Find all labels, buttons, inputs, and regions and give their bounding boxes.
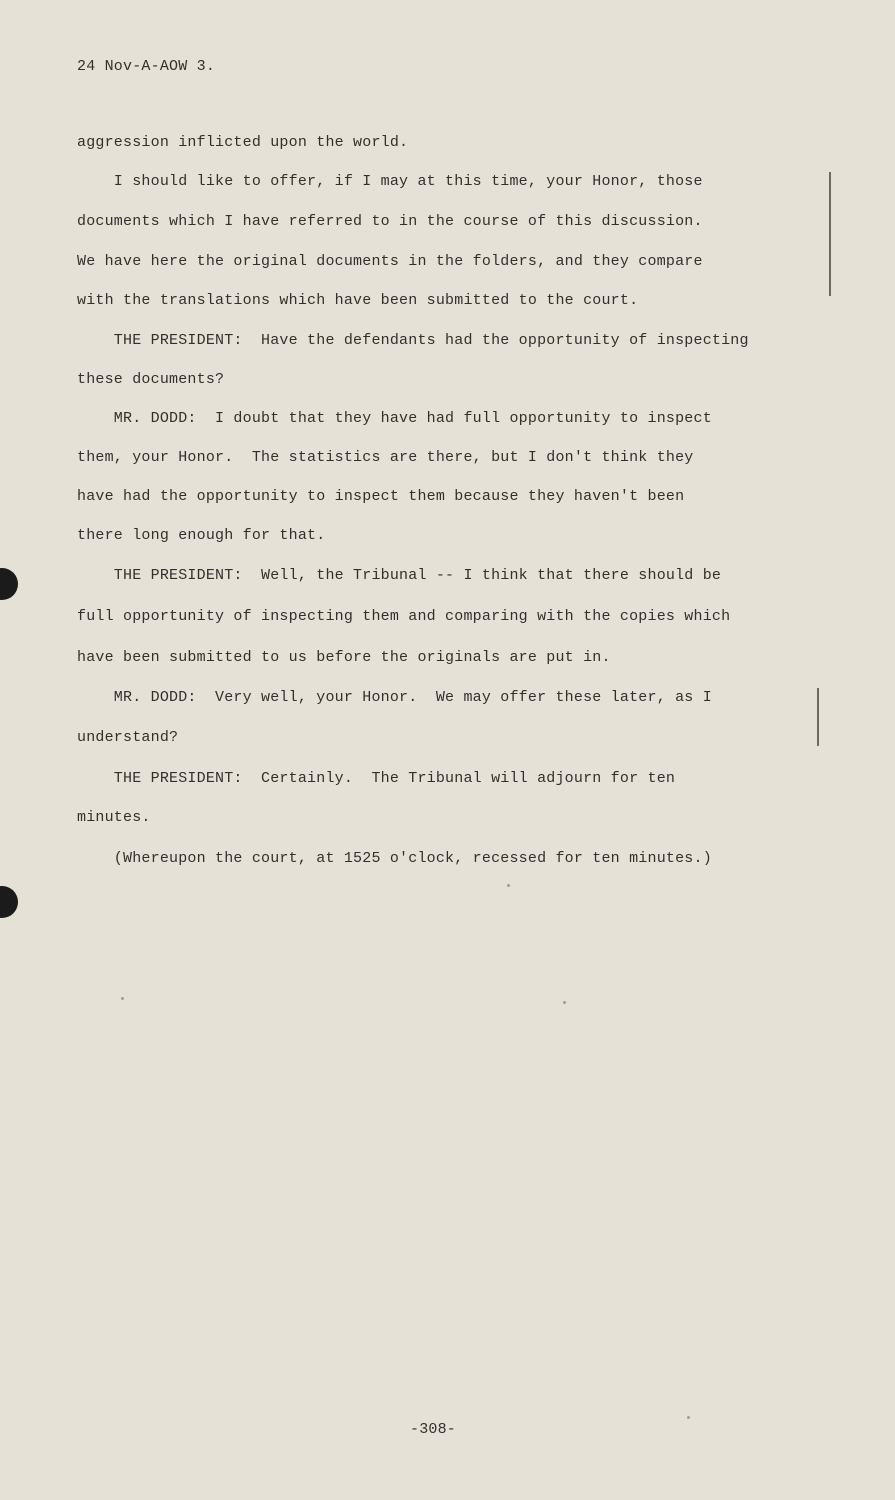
- transcript-line: with the translations which have been submitted to the court.: [77, 292, 639, 309]
- transcript-line: THE PRESIDENT: Certainly. The Tribunal will adjourn for ten: [77, 770, 676, 787]
- transcript-line: have been submitted to us before the originals are put in.: [77, 649, 611, 666]
- transcript-line: there long enough for that.: [77, 527, 326, 544]
- transcript-line: these documents?: [77, 371, 225, 388]
- margin-line-mark-2: [817, 688, 819, 746]
- transcript-line: We have here the original documents in the folders, and they compare: [77, 253, 703, 270]
- paper-speck: [121, 997, 124, 1000]
- transcript-line: (Whereupon the court, at 1525 o'clock, recessed for ten minutes.): [77, 850, 712, 867]
- transcript-line: have had the opportunity to inspect them because they haven't been: [77, 488, 685, 505]
- transcript-line: them, your Honor. The statistics are there, but I don't think they: [77, 449, 694, 466]
- transcript-line: THE PRESIDENT: Have the defendants had the opportunity of inspecting: [77, 332, 749, 349]
- transcript-line: I should like to offer, if I may at this time, your Honor, those: [77, 173, 703, 190]
- transcript-line: understand?: [77, 729, 179, 746]
- page-number: -308-: [410, 1421, 457, 1438]
- punch-hole-bottom: [0, 886, 18, 918]
- paper-speck: [507, 884, 510, 887]
- punch-hole-top: [0, 568, 18, 600]
- transcript-line: documents which I have referred to in the course of this discussion.: [77, 213, 703, 230]
- transcript-line: MR. DODD: Very well, your Honor. We may offer these later, as I: [77, 689, 712, 706]
- paper-speck: [687, 1416, 690, 1419]
- transcript-line: full opportunity of inspecting them and comparing with the copies which: [77, 608, 731, 625]
- transcript-line: aggression inflicted upon the world.: [77, 134, 409, 151]
- transcript-line: MR. DODD: I doubt that they have had full opportunity to inspect: [77, 410, 712, 427]
- page-header: 24 Nov-A-AOW 3.: [77, 58, 216, 75]
- margin-line-mark-1: [829, 172, 831, 296]
- paper-speck: [563, 1001, 566, 1004]
- transcript-line: THE PRESIDENT: Well, the Tribunal -- I think that there should be: [77, 567, 722, 584]
- transcript-line: minutes.: [77, 809, 151, 826]
